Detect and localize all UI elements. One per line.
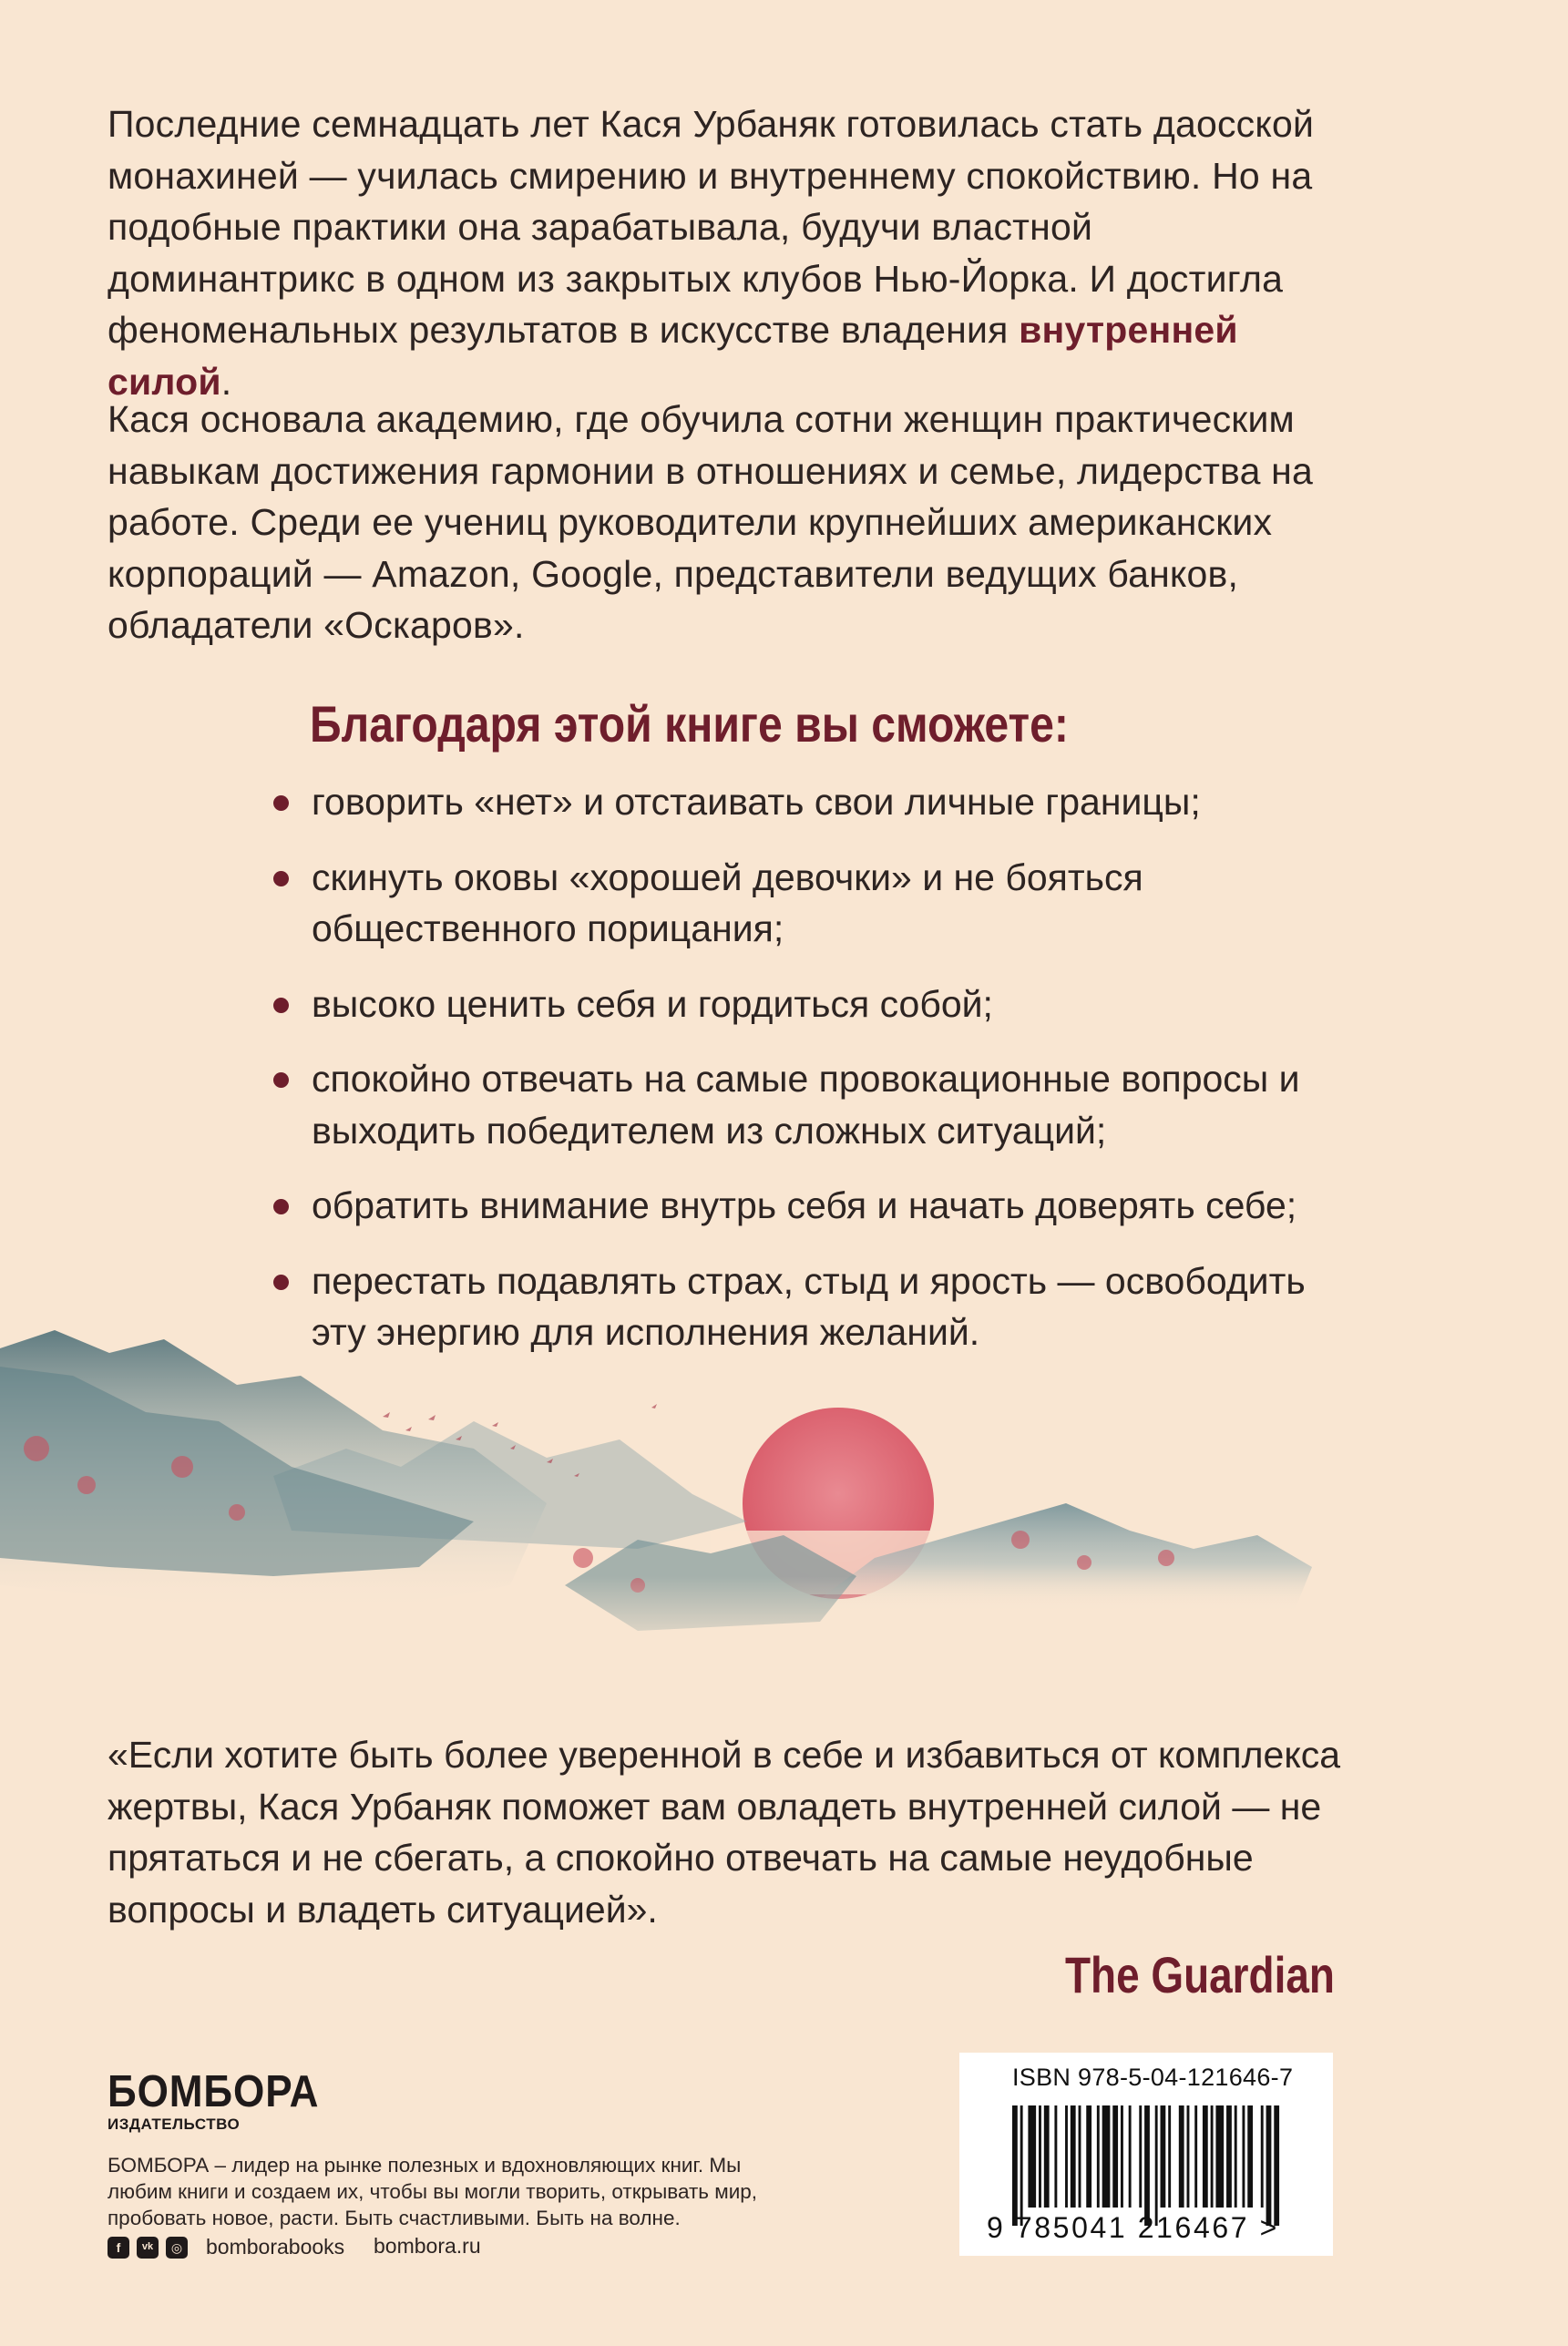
testimonial-quote: «Если хотите быть более уверенной в себе и избавиться от комплекса жертвы, Кася Урбаняк поможет вам овладеть внутренней силой — не прятаться и не сбегать, а спокойно отвечать на самые неудобные вопросы и владеть ситуацией».	[108, 1734, 1341, 1931]
publisher-description: БОМБОРА – лидер на рынке полезных и вдохновляющих книг. Мы любим книги и создаем их, чтобы вы могли творить, открывать мир, пробовать новое, расти. Быть счастливыми. Быть на волне.	[108, 2154, 758, 2229]
benefit-text: обратить внимание внутрь себя и начать доверять себе;	[312, 1184, 1297, 1226]
social-links	[108, 2235, 344, 2259]
barcode-digits: 9 785041 216467 >	[987, 2211, 1279, 2244]
benefit-item	[273, 1180, 1367, 1232]
benefit-item	[273, 1053, 1367, 1156]
benefits-heading: Благодаря этой книге вы сможете:	[310, 695, 1069, 753]
benefit-item	[273, 978, 1367, 1030]
benefit-text: скинуть оковы «хорошей девочки» и не бояться общественного порицания;	[312, 855, 1143, 949]
social-handle[interactable]: bomborabooks	[206, 2235, 345, 2259]
vk-icon[interactable]: vk	[137, 2237, 159, 2259]
intro-paragraph-1-end: .	[220, 360, 232, 403]
intro-highlight: внутренней силой	[108, 309, 1238, 403]
bullet-icon	[273, 998, 289, 1013]
isbn-label: ISBN 978-5-04-121646-7	[1012, 2064, 1294, 2091]
facebook-icon[interactable]: f	[108, 2237, 129, 2259]
barcode-icon	[1012, 2105, 1282, 2226]
bullet-icon	[273, 1275, 289, 1290]
intro-paragraph-2: Кася основала академию, где обучила сотни женщин практическим навыкам достижения гармонии в отношениях и семье, лидерства на работе. Среди ее учениц руководители крупнейших американских корпораций — Amazon, Google, представители ведущих банков, обладатели «Оскаров».	[108, 398, 1314, 646]
bullet-icon	[273, 795, 289, 811]
benefit-text: перестать подавлять страх, стыд и ярость — освободить эту энергию для исполнения желаний.	[312, 1259, 1306, 1353]
bullet-icon	[273, 871, 289, 886]
instagram-icon[interactable]: ◎	[166, 2237, 188, 2259]
bullet-icon	[273, 1199, 289, 1214]
intro-paragraph-1-text: Последние семнадцать лет Кася Урбаняк готовилась стать даосской монахиней — училась смирению и внутреннему спокойствию. Но на подобные практики она зарабатывала, будучи властной доминантрикс в одном из закрытых клубов Нью-Йорка. И достигла феноменальных результатов в искусстве владения	[108, 103, 1315, 351]
benefits-list	[273, 776, 1367, 1382]
benefit-item	[273, 776, 1367, 828]
benefit-text: спокойно отвечать на самые провокационные вопросы и выходить победителем из сложных ситуаций;	[312, 1058, 1300, 1152]
bullet-icon	[273, 1072, 289, 1088]
publisher-website[interactable]: bombora.ru	[374, 2234, 481, 2258]
publisher-logo: БОМБОРА	[108, 2067, 320, 2116]
benefit-item	[273, 852, 1367, 955]
barcode-panel	[959, 2053, 1333, 2256]
quote-source: The Guardian	[1065, 1946, 1335, 2003]
benefit-text: высоко ценить себя и гордиться собой;	[312, 982, 993, 1025]
benefit-text: говорить «нет» и отстаивать свои личные границы;	[312, 781, 1201, 823]
publisher-subtitle: ИЗДАТЕЛЬСТВО	[108, 2115, 241, 2133]
mountain-sunset-illustration	[0, 1312, 1568, 1731]
intro-paragraph-1	[108, 98, 1337, 407]
